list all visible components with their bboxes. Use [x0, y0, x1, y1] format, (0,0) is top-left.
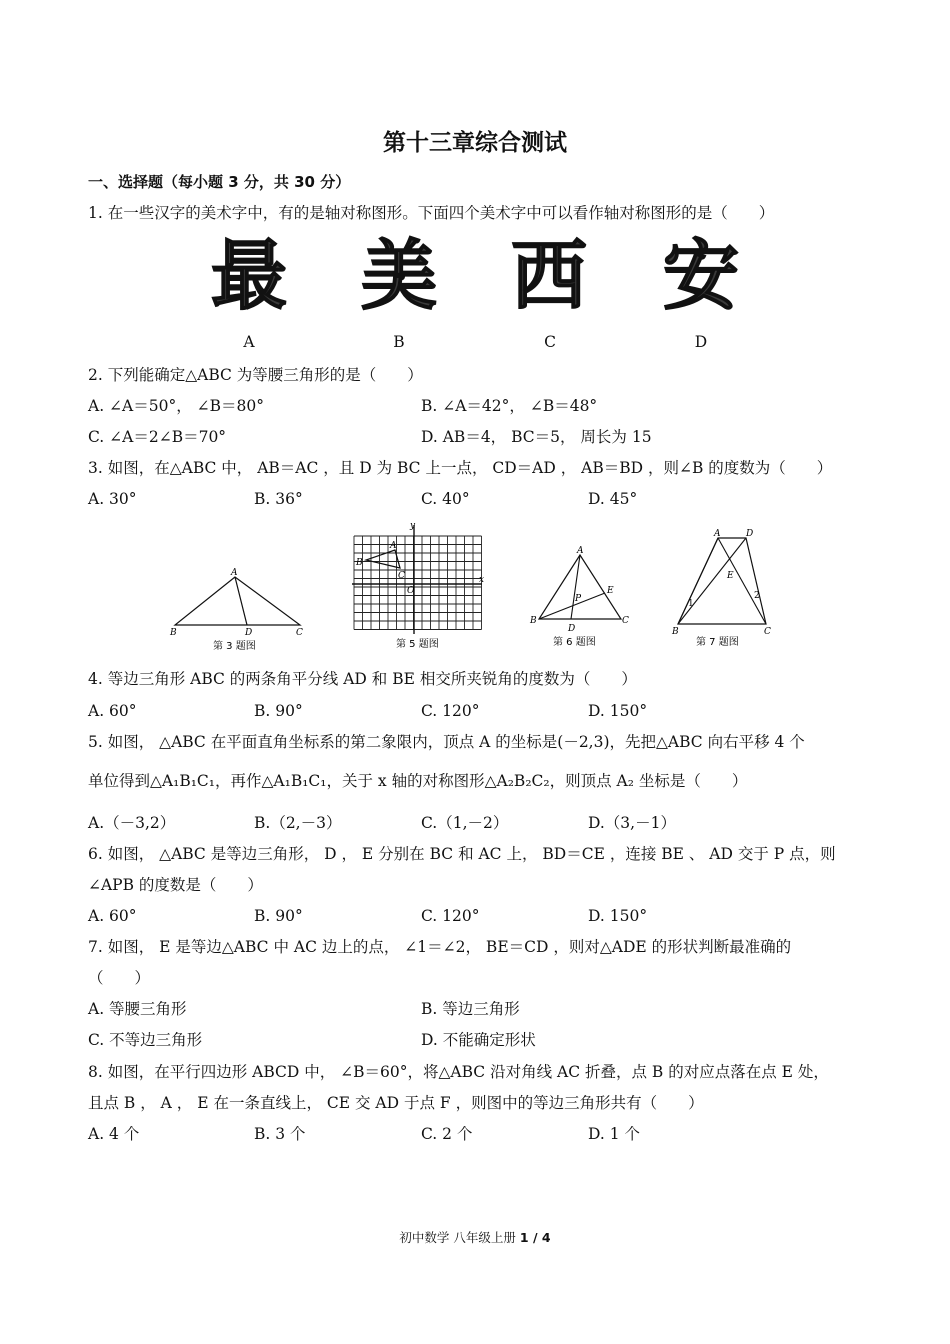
- fig6-label-a: A: [577, 546, 584, 556]
- fig6-label-e: E: [607, 586, 614, 596]
- section-heading: 一、选择题（每小题 3 分，共 30 分）: [88, 173, 351, 191]
- q5-option-d: D.（3,－1）: [588, 814, 676, 832]
- fig6-caption: 第 6 题图: [553, 637, 596, 648]
- q2-option-a: A. ∠A＝50°， ∠B＝80°: [88, 397, 264, 415]
- art-char-c: 西: [511, 231, 587, 320]
- q6-option-a: A. 60°: [88, 907, 137, 925]
- fig3-label-d: D: [245, 628, 253, 638]
- fig5-label-y: y: [410, 522, 416, 531]
- art-char-d: 安: [663, 231, 739, 320]
- q2-option-c: C. ∠A＝2∠B＝70°: [88, 428, 227, 446]
- q4-option-d: D. 150°: [588, 702, 648, 720]
- fig7-label-1: 1: [688, 599, 694, 609]
- question-8-line-1: 8. 如图，在平行四边形 ABCD 中， ∠B＝60°，将△ABC 沿对角线 AC 折叠，点 B 的对应点落在点 E 处，: [88, 1063, 829, 1081]
- question-5-line-2: 单位得到△A₁B₁C₁，再作△A₁B₁C₁，关于 x 轴的对称图形△A₂B₂C₂，则顶点 A₂ 坐标是（ ）: [88, 772, 748, 790]
- q8-option-c: C. 2 个: [421, 1125, 473, 1143]
- q5-option-a: A.（－3,2）: [88, 814, 176, 832]
- q7-option-c: C. 不等边三角形: [88, 1031, 203, 1049]
- question-4: 4. 等边三角形 ABC 的两条角平分线 AD 和 BE 相交所夹锐角的度数为（ ）: [88, 670, 637, 688]
- fig7-caption: 第 7 题图: [696, 637, 739, 648]
- page-footer: [0, 1228, 950, 1246]
- fig5-label-b: B: [356, 558, 363, 568]
- q2-option-b: B. ∠A＝42°， ∠B＝48°: [421, 397, 598, 415]
- fig3-label-a: A: [231, 568, 238, 578]
- q8-option-b: B. 3 个: [254, 1125, 306, 1143]
- fig5-label-c: C: [398, 571, 405, 581]
- q6-option-c: C. 120°: [421, 907, 480, 925]
- page-number: 1 / 4: [519, 1230, 551, 1245]
- question-6-line-2: ∠APB 的度数是（ ）: [88, 876, 263, 894]
- fig7-label-e: E: [727, 571, 734, 581]
- q8-option-d: D. 1 个: [588, 1125, 641, 1143]
- question-7-line-1: 7. 如图， E 是等边△ABC 中 AC 边上的点， ∠1＝∠2， BE＝CD ，则对△ADE 的形状判断最准确的: [88, 938, 792, 956]
- fig5-label-x: x: [479, 575, 485, 585]
- page-title: 第十三章综合测试: [383, 130, 567, 156]
- char-label-c: C: [544, 333, 556, 351]
- q4-option-a: A. 60°: [88, 702, 137, 720]
- question-5-line-1: 5. 如图， △ABC 在平面直角坐标系的第二象限内，顶点 A 的坐标是(－2,3)，先把△ABC 向右平移 4 个: [88, 733, 805, 751]
- question-2: 2. 下列能确定△ABC 为等腰三角形的是（ ）: [88, 366, 423, 384]
- q3-option-c: C. 40°: [421, 490, 470, 508]
- fig6-label-b: B: [530, 616, 537, 626]
- char-label-a: A: [243, 333, 255, 351]
- fig7-label-d: D: [746, 529, 754, 539]
- fig7-label-c: C: [764, 627, 771, 637]
- footer-text: 初中数学 八年级上册: [399, 1230, 516, 1245]
- fig5-label-a: A: [390, 541, 397, 551]
- fig6-label-d: D: [568, 624, 576, 634]
- q7-option-d: D. 不能确定形状: [421, 1031, 536, 1049]
- q6-option-d: D. 150°: [588, 907, 648, 925]
- q7-option-b: B. 等边三角形: [421, 1000, 520, 1018]
- q5-option-b: B.（2,－3）: [254, 814, 342, 832]
- fig3-label-c: C: [296, 628, 303, 638]
- art-char-b: 美: [361, 231, 437, 320]
- question-3: 3. 如图，在△ABC 中， AB＝AC ，且 D 为 BC 上一点， CD＝AD ， AB＝BD ，则∠B 的度数为（ ）: [88, 459, 833, 477]
- question-6-line-1: 6. 如图， △ABC 是等边三角形， D ， E 分别在 BC 和 AC 上， BD＝CE ，连接 BE 、 AD 交于 P 点，则: [88, 845, 836, 863]
- figure-7: [668, 526, 778, 654]
- char-label-d: D: [694, 333, 708, 351]
- char-label-b: B: [393, 333, 405, 351]
- fig6-label-c: C: [622, 616, 629, 626]
- figure-3: [165, 565, 310, 655]
- q4-option-c: C. 120°: [421, 702, 480, 720]
- figure-6: [525, 543, 635, 653]
- question-1: 1. 在一些汉字的美术字中，有的是轴对称图形。下面四个美术字中可以看作轴对称图形的是（ ）: [88, 204, 775, 222]
- q3-option-a: A. 30°: [88, 490, 137, 508]
- fig3-caption: 第 3 题图: [213, 641, 256, 652]
- fig5-caption: 第 5 题图: [396, 639, 439, 650]
- q8-option-a: A. 4 个: [88, 1125, 140, 1143]
- fig7-label-2: 2: [754, 591, 760, 601]
- q1-art-characters: [0, 231, 950, 320]
- fig7-label-a: A: [714, 529, 721, 539]
- q4-option-b: B. 90°: [254, 702, 303, 720]
- q3-option-b: B. 36°: [254, 490, 303, 508]
- question-7-line-2: （ ）: [88, 969, 151, 987]
- q5-option-c: C.（1,－2）: [421, 814, 509, 832]
- fig5-label-o: O: [407, 586, 415, 596]
- q7-option-a: A. 等腰三角形: [88, 1000, 187, 1018]
- fig3-label-b: B: [170, 628, 177, 638]
- question-8-line-2: 且点 B ， A ， E 在一条直线上， CE 交 AD 于点 F ，则图中的等边三角形共有（ ）: [88, 1094, 704, 1112]
- fig6-label-p: P: [575, 594, 582, 604]
- fig7-label-b: B: [672, 627, 679, 637]
- q6-option-b: B. 90°: [254, 907, 303, 925]
- q2-option-d: D. AB＝4， BC＝5， 周长为 15: [421, 428, 652, 446]
- q3-option-d: D. 45°: [588, 490, 638, 508]
- art-char-a: 最: [211, 231, 287, 320]
- figure-5: [348, 522, 488, 652]
